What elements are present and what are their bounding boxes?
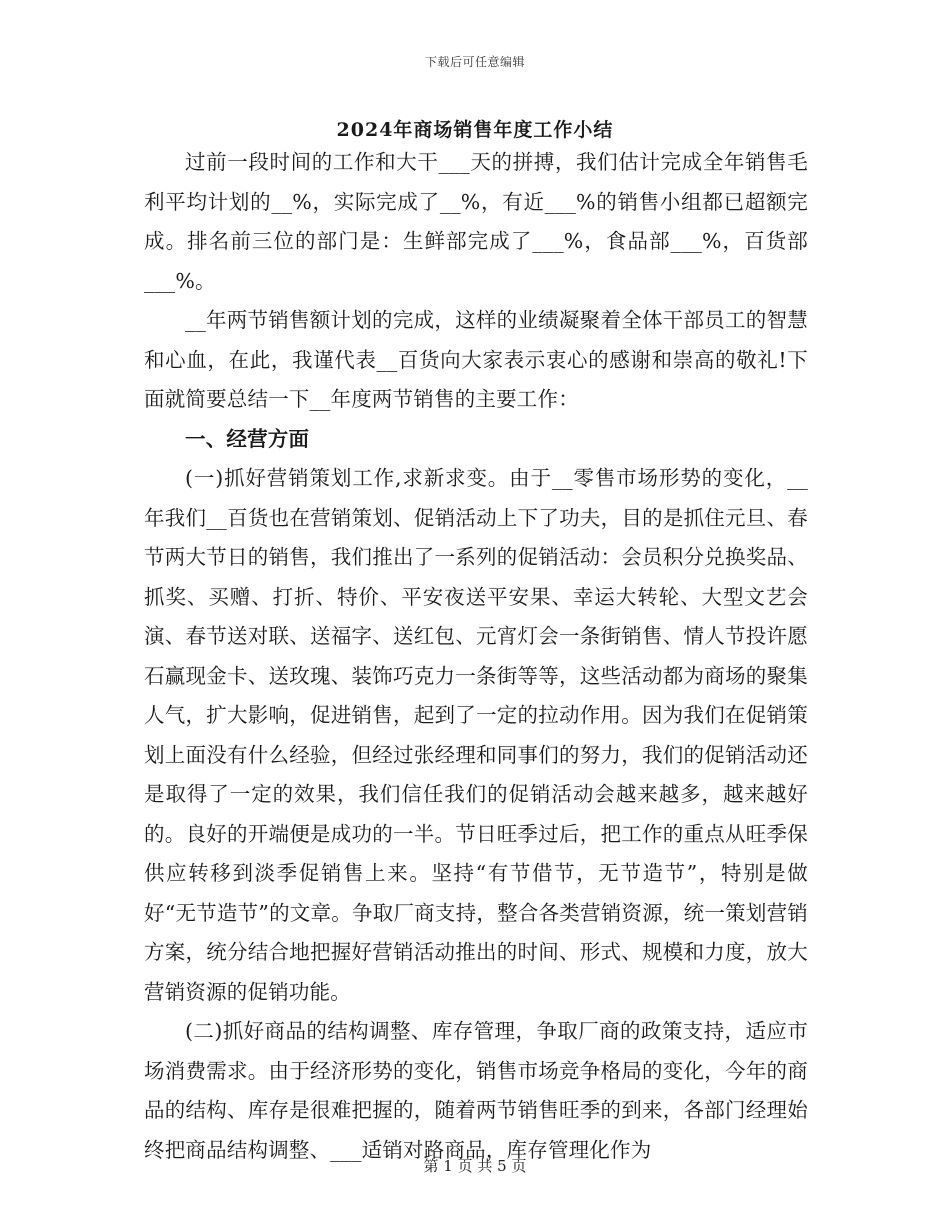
header-note: 下载后可任意编辑 [424,55,525,69]
document-title: 2024年商场销售年度工作小结 [336,119,614,141]
section-heading: 一、经营方面 [185,426,310,451]
document-body [144,143,808,1170]
paragraph: (二)抓好商品的结构调整、库存管理，争取厂商的政策支持，适应市场消费需求。由于经济形势的变化，销售市场竞争格局的变化，今年的商品的结构、库存是很难把握的，随着两节销售旺季的到来，各部门经理始终把商品结构调整、___适销对路商品，库存管理化作为 [144,1019,808,1162]
paragraph: __年两节销售额计划的完成，这样的业绩凝聚着全体干部员工的智慧和心血，在此，我谨代表__百货向大家表示衷心的感谢和崇高的敬礼!下面就简要总结一下__年度两节销售的主要工作： [144,308,808,411]
paragraph: 过前一段时间的工作和大干___天的拼搏，我们估计完成全年销售毛利平均计划的__%，实际完成了__%，有近___%的销售小组都已超额完成。排名前三位的部门是：生鲜部完成了___%，食品部___%，百货部___%。 [144,150,808,293]
paragraph: (一)抓好营销策划工作,求新求变。由于__零售市场形势的变化，__年我们__百货也在营销策划、促销活动上下了功夫，目的是抓住元旦、春节两大节日的销售，我们推出了一系列的促销活动：会员积分兑换奖品、抓奖、买赠、打折、特价、平安夜送平安果、幸运大转轮、大型文艺会演、春节送对联、送福字、送红包、元宵灯会一条街销售、情人节投许愿石赢现金卡、送玫瑰、装饰巧克力一条街等等，这些活动都为商场的聚集人气，扩大影响，促进销售，起到了一定的拉动作用。因为我们在促销策划上面没有什么经验，但经过张经理和同事们的努力，我们的促销活动还是取得了一定的效果，我们信任我们的促销活动会越来越多，越来越好的。良好的开端便是成功的一半。节日旺季过后，把工作的重点从旺季保供应转移到淡季促销售上来。坚持“有节借节，无节造节”，特别是做好“无节造节”的文章。争取厂商支持，整合各类营销资源，统一策划营销方案，统分结合地把握好营销活动推出的时间、形式、规模和力度，放大营销资源的促销功能。 [144,466,808,1004]
page-number: 第 1 页 共 5 页 [423,1157,527,1175]
